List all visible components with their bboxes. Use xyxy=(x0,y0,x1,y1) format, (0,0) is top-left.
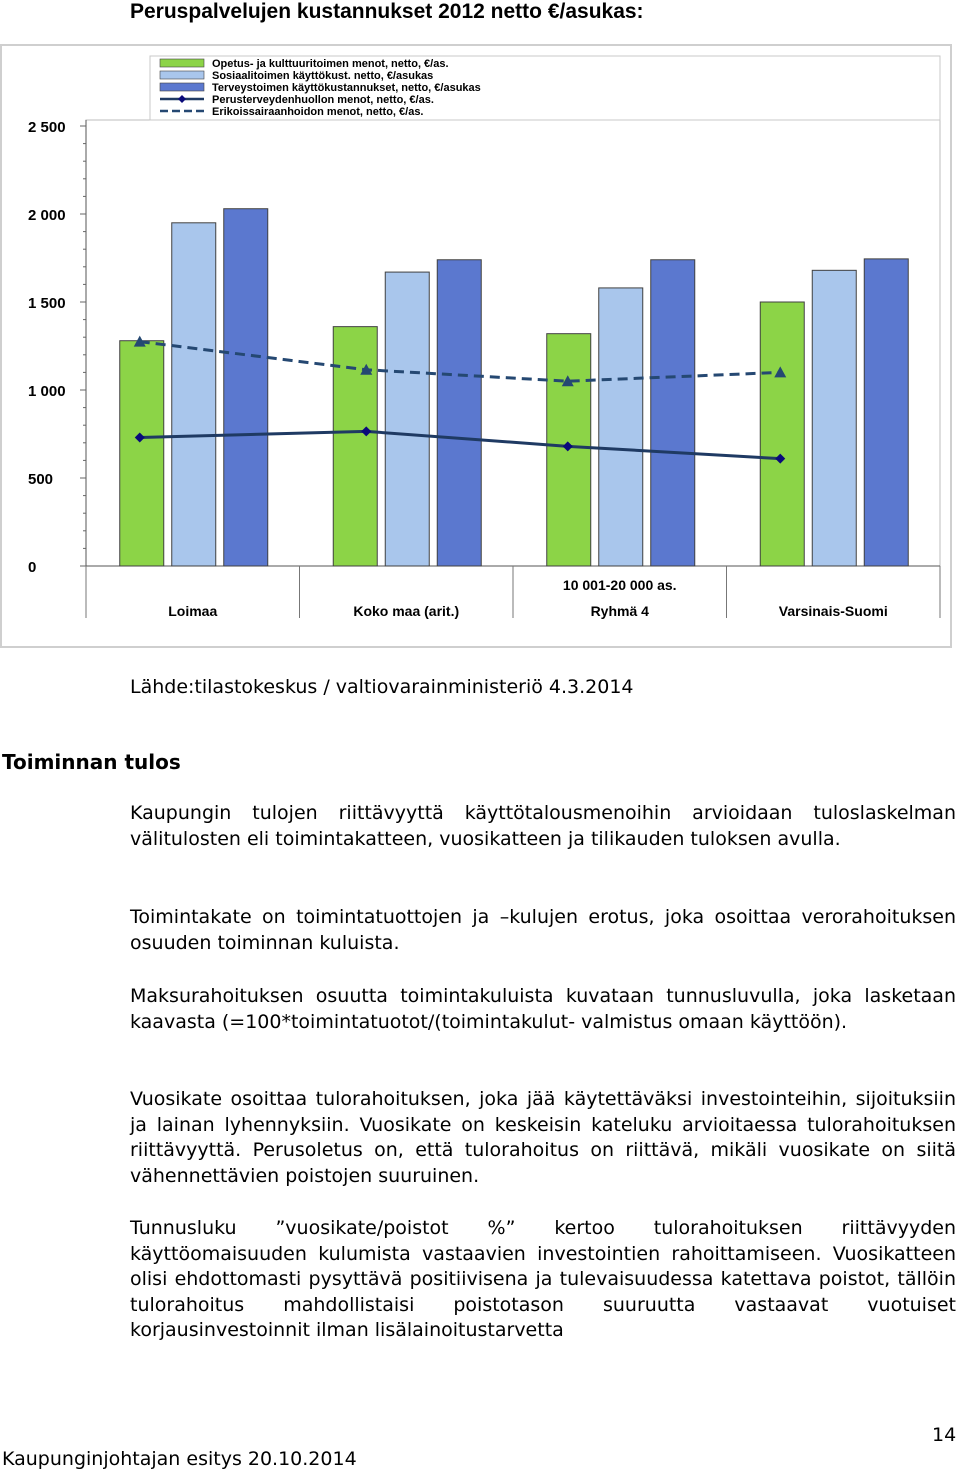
x-category-label: 10 001-20 000 as. xyxy=(562,577,677,593)
x-category-label: Loimaa xyxy=(168,603,218,619)
page-number: 14 xyxy=(932,1424,957,1446)
x-category-label: Koko maa (arit.) xyxy=(353,603,460,619)
bar xyxy=(760,302,804,566)
source-note: Lähde:tilastokeskus / valtiovarainministeriö 4.3.2014 xyxy=(130,676,634,698)
legend-entry: Sosiaalitoimen käyttökust. netto, €/asukas xyxy=(212,70,434,82)
legend-swatch xyxy=(160,71,204,79)
legend-swatch xyxy=(160,83,204,91)
bar xyxy=(651,260,695,566)
paragraph-3: Maksurahoituksen osuutta toimintakuluista kuvataan tunnusluvulla, joka lasketaan kaavasta (=100*toimintatuotot/(toimintakulut- valmistus omaan käyttöön). xyxy=(130,985,956,1033)
y-tick-label: 2 500 xyxy=(28,119,66,136)
bar xyxy=(864,259,908,566)
paragraph-1: Kaupungin tulojen riittävyyttä käyttötalousmenoihin arvioidaan tuloslaskelman välitulosten eli toimintakatteen, vuosikatteen ja tilikauden tuloksen avulla. xyxy=(130,802,956,850)
legend-entry: Erikoissairaanhoidon menot, netto, €/as. xyxy=(212,106,424,118)
bar xyxy=(385,272,429,566)
y-tick-label: 500 xyxy=(28,471,54,488)
legend-swatch xyxy=(160,59,204,67)
bar xyxy=(120,341,164,566)
y-tick-label: 0 xyxy=(28,559,37,576)
paragraph-2: Toimintakate on toimintatuottojen ja –kulujen erotus, joka osoittaa verorahoituksen osuuden toiminnan kuluista. xyxy=(130,906,956,954)
y-tick-label: 2 000 xyxy=(28,207,66,224)
chart-frame xyxy=(0,44,952,648)
page-title: Peruspalvelujen kustannukset 2012 netto €/asukas: xyxy=(130,0,644,23)
legend-entry: Opetus- ja kulttuuritoimen menot, netto, €/as. xyxy=(212,58,449,70)
bar xyxy=(812,270,856,566)
paragraph-5: Tunnusluku ”vuosikate/poistot %” kertoo tulorahoituksen riittävyyden käyttöomaisuuden kulumista vastaavien investointien rahoittamiseen. Vuosikatteen olisi ehdottomasti pysyttävä positiivisena ja tulevaisuudessa katettava poistot, tällöin tulorahoitus mahdollistaisi poistotason suuruutta vastaavat vuotuiset korjausinvestoinnit ilman lisälainoitustarvetta xyxy=(130,1217,956,1341)
bar xyxy=(599,288,643,566)
y-tick-label: 1 000 xyxy=(28,383,66,400)
legend-entry: Terveystoimen käyttökustannukset, netto, €/asukas xyxy=(212,82,481,94)
section-heading: Toiminnan tulos xyxy=(2,750,181,774)
x-category-label: Ryhmä 4 xyxy=(590,603,649,619)
cost-chart xyxy=(2,46,950,646)
bar xyxy=(172,223,216,566)
paragraph-4: Vuosikate osoittaa tulorahoituksen, joka jää käytettäväksi investointeihin, sijoituksiin ja lainan lyhennyksiin. Vuosikate on keskeisin kateluku arvioitaessa tulorahoituksen riittävyyttä. Perusoletus on, että tulorahoitus on riittävä, mikäli vuosikate on siitä vähennettävien poistojen suuruinen. xyxy=(130,1088,956,1187)
bar xyxy=(437,260,481,566)
footer-text: Kaupunginjohtajan esitys 20.10.2014 xyxy=(2,1448,357,1470)
bar xyxy=(333,327,377,566)
legend-entry: Perusterveydenhuollon menot, netto, €/as. xyxy=(212,94,434,106)
bar xyxy=(224,209,268,566)
x-category-label: Varsinais-Suomi xyxy=(778,603,888,619)
y-tick-label: 1 500 xyxy=(28,295,66,312)
